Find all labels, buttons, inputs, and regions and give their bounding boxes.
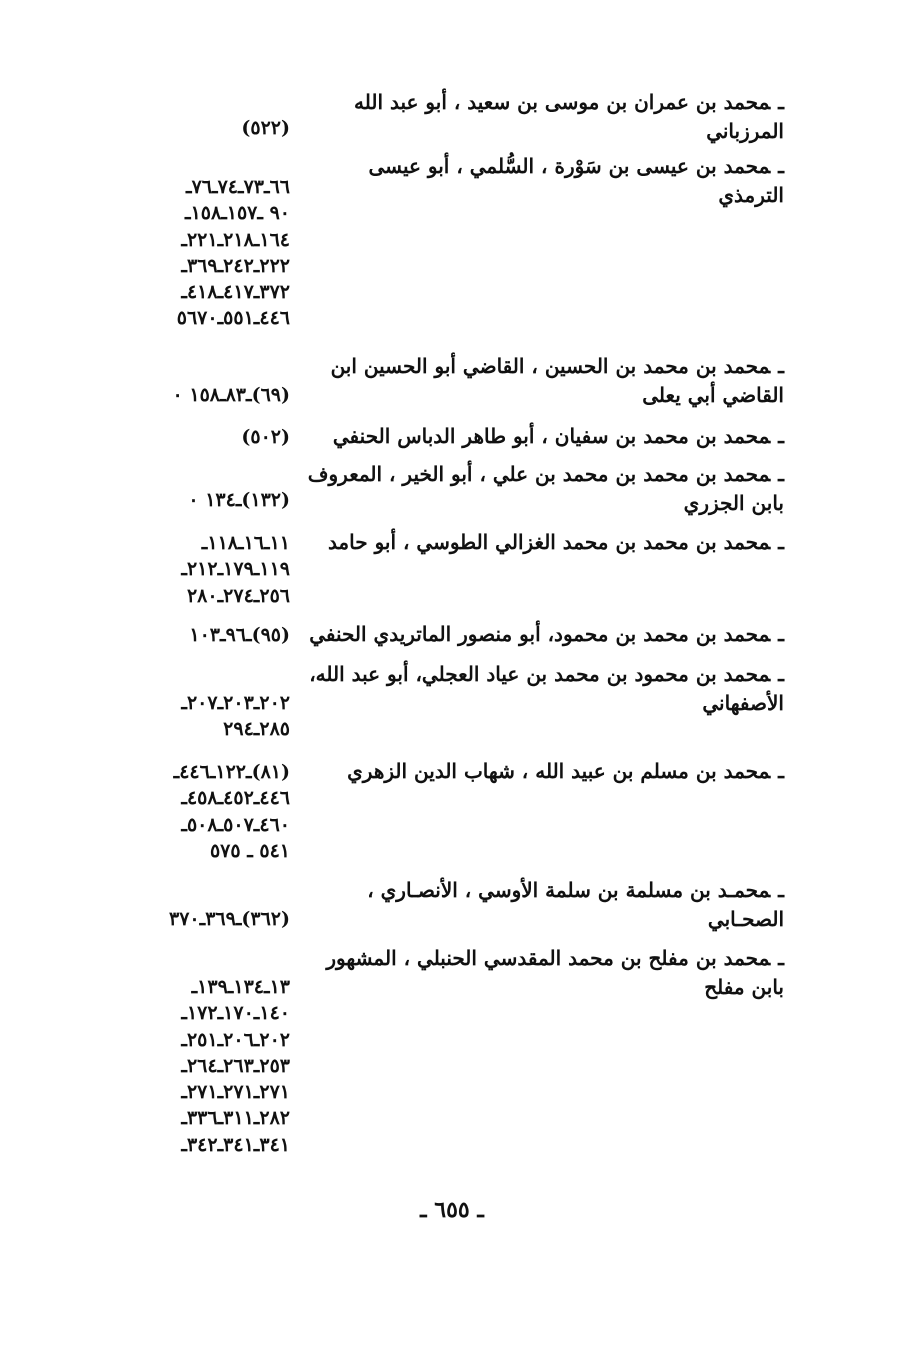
entry-name [304,620,784,649]
entry-name-line: محمد بن محمد بن محمد الغزالي الطوسي ، أبو حامد [327,530,771,554]
entry-refs [90,906,290,932]
entry-name-line: القاضي أبي يعلى [642,383,784,407]
entry-name-line: محمد بن محمود بن محمد بن عياد العجلي، أبو عبد الله، [309,662,771,686]
entry-dash: ـ [778,946,784,970]
ref-line: ١٣ـ١٣٤ـ١٣٩ـ [191,976,290,998]
ref-line: ٤٤٦ـ٥٥١ـ٥٦٧٠ [176,307,290,330]
entry-refs [90,622,290,648]
entry-refs [90,424,290,450]
ref-line: ٢٨٥ـ٢٩٤ [223,718,290,741]
entry-name-line: محمد بن عيسى بن سَوْرة ، السُّلمي ، أبو عيسى [368,154,771,178]
entry-name-line: بابن مفلح [704,975,784,999]
ref-line: ٤٤٦ـ٤٥٢ـ٤٥٨ـ [181,787,290,810]
entry-refs [90,759,290,864]
entry-name [304,876,784,934]
ref-line: ٩٠ ـ١٥٧ـ١٥٨ـ [184,202,290,225]
entry-dash: ـ [778,759,784,783]
ref-line: ١١ـ١٦ـ١١٨ـ [201,532,290,554]
ref-line: (٩٥)ـ٩٦ـ١٠٣ [189,624,290,646]
ref-line: (٥٠٢) [241,426,290,448]
entry-name-line: محمد بن محمد بن سفيان ، أبو طاهر الدباس الحنفي [332,424,771,448]
entry-name [304,460,784,518]
entry-name-line: محمد بن محمد بن محمد بن علي ، أبو الخير ، المعروف [307,462,771,486]
entry-name-line: محمد بن محمد بن الحسين ، القاضي أبو الحسين ابن [330,354,771,378]
ref-line: ٢٥٣ـ٢٦٣ـ٢٦٤ـ [181,1054,290,1077]
entry-dash: ـ [778,354,784,378]
ref-line: (٦٩)ـ٨٣ـ١٥٨ ٠ [172,384,290,406]
ref-line: ٢٥٦ـ٢٧٤ـ٢٨٠ [186,584,290,607]
entry-name-line: الترمذي [718,183,784,207]
ref-line: ٢٨٢ـ٣١١ـ٣٣٦ـ [181,1107,290,1130]
entry-name [304,528,784,557]
entry-refs [90,974,290,1158]
entry-refs [90,174,290,332]
entry-name [304,660,784,718]
entry-dash: ـ [778,662,784,686]
ref-line: (٨١)ـ١٢٢ـ٤٤٦ـ [173,761,290,783]
ref-line: ٢٢٢ـ٢٤٢ـ٣٦٩ـ [181,254,290,277]
entry-name-line: بابن الجزري [683,491,784,515]
ref-line: ٢٠٢ـ٢٠٦ـ٢٥١ـ [181,1028,290,1051]
ref-line: ١٤٠ـ١٧٠ـ١٧٢ـ [181,1002,290,1025]
entry-name [304,152,784,210]
ref-line: ٢٠٢ـ٢٠٣ـ٢٠٧ـ [181,692,290,714]
entry-refs [90,530,290,609]
entry-dash: ـ [778,462,784,486]
entry-name [304,757,784,786]
entry-name [304,352,784,410]
entry-name-line: محمد بن مفلح بن محمد المقدسي الحنبلي ، المشهور [326,946,771,970]
entry-refs [90,487,290,513]
entry-name [304,88,784,146]
entry-name-line: محمد بن عمران بن موسى بن سعيد ، أبو عبد الله [354,90,771,114]
entry-name [304,422,784,451]
entry-name-line: محمد بن مسلم بن عبيد الله ، شهاب الدين الزهري [347,759,771,783]
entry-name-line: المرزباني [706,119,784,143]
entry-name-line: محمد بن محمد بن محمود، أبو منصور الماتريدي الحنفي [309,622,771,646]
ref-line: ٥٤١ ـ ٥٧٥ [209,839,290,862]
entry-refs [90,690,290,743]
ref-line: ٤٦٠ـ٥٠٧ـ٥٠٨ـ [181,813,290,836]
ref-line: ٣٤١ـ٣٤١ـ٣٤٢ـ [181,1133,290,1156]
ref-line: ٣٧٢ـ٤١٧ـ٤١٨ـ [181,281,290,304]
entry-name-line: محمـد بن مسلمة بن سلمة الأوسي ، الأنصـاري ، [367,878,771,902]
entry-dash: ـ [778,154,784,178]
page-number: ـ ٦٥٥ ـ [420,1197,484,1223]
entry-dash: ـ [778,424,784,448]
ref-line: ١٦٤ـ٢١٨ـ٢٢١ـ [181,228,290,251]
entry-dash: ـ [778,530,784,554]
entry-name [304,944,784,1002]
entry-name-line: الأصفهاني [702,691,784,715]
ref-line: ٢٧١ـ٢٧١ـ٢٧١ـ [181,1081,290,1104]
entry-dash: ـ [778,878,784,902]
entry-dash: ـ [778,90,784,114]
ref-line: ١١٩ـ١٧٩ـ٢١٢ـ [181,558,290,581]
entry-refs [90,115,290,141]
ref-line: (٣٦٢)ـ٣٦٩ـ٣٧٠ [168,908,290,930]
entry-name-line: الصحـابي [707,907,784,931]
ref-line: (١٣٢)ـ١٣٤ ٠ [188,489,290,511]
entry-dash: ـ [778,622,784,646]
ref-line: ٦٦ـ٧٣ـ٧٤ـ٧٦ـ [186,176,290,198]
entry-refs [90,382,290,408]
ref-line: (٥٢٢) [241,117,290,139]
